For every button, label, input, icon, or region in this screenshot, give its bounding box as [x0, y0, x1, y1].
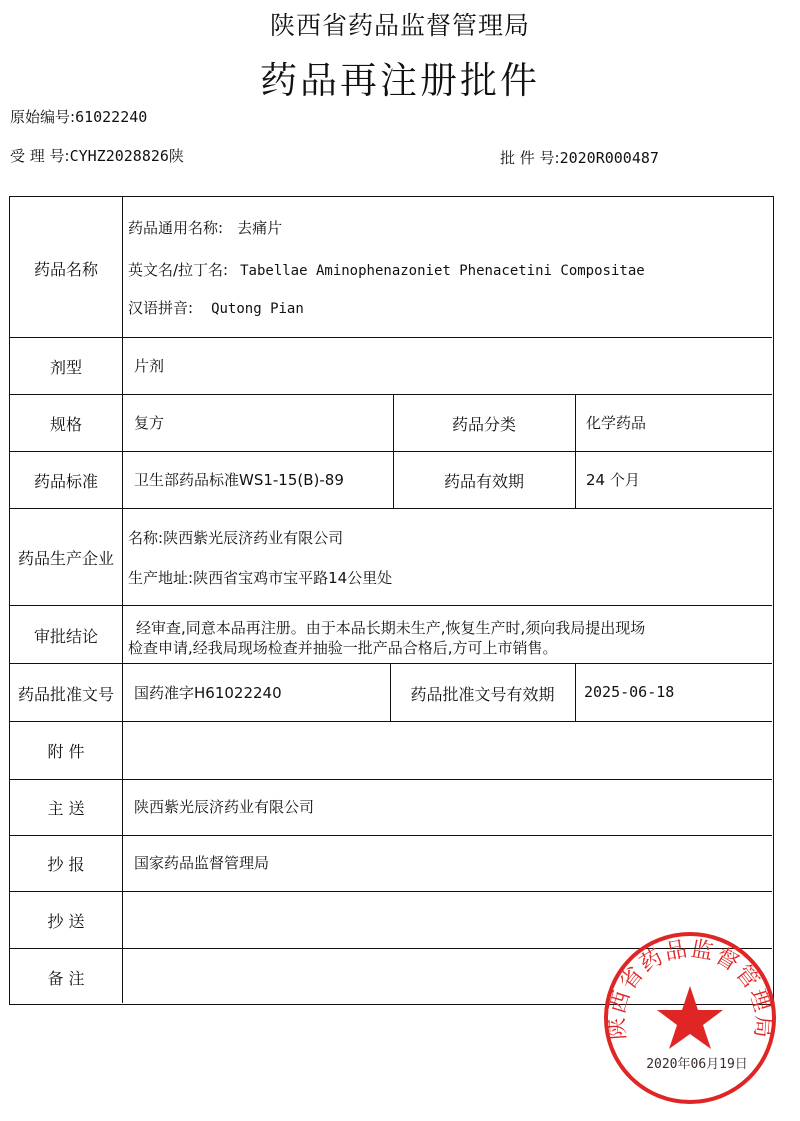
generic-name-label: 药品通用名称:: [128, 219, 224, 237]
row-divider: [10, 605, 772, 606]
approval-document-number-value: 2020R000487: [559, 149, 659, 167]
english-name-label: 英文名/拉丁名:: [128, 261, 229, 279]
row-divider: [10, 508, 772, 509]
seal-org-text: 陕西省药品监督管理局: [604, 936, 776, 1041]
approval-document-number: [500, 147, 659, 168]
row-divider: [10, 337, 772, 338]
report-to-value: 国家药品监督管理局: [134, 854, 270, 872]
document-title: 药品再注册批件: [260, 59, 540, 102]
attachment-label: 附 件: [47, 742, 85, 761]
dosage-form-value: 片剂: [134, 357, 165, 375]
main-recipient-value: 陕西紫光辰济药业有限公司: [134, 798, 315, 816]
manufacturer-address-line: [128, 567, 392, 588]
copy-to-label: 抄 送: [47, 912, 85, 931]
category-value: 化学药品: [586, 414, 647, 432]
approval-document-number-label: 批 件 号:: [500, 149, 560, 167]
approval-number-label: 药品批准文号: [17, 685, 114, 704]
original-number-value: 61022240: [75, 108, 148, 126]
english-name-line: [128, 259, 645, 280]
row-divider: [10, 663, 772, 664]
specification-value: 复方: [134, 414, 165, 432]
original-number-label: 原始编号:: [10, 108, 76, 126]
manufacturer-name-label: 名称:: [128, 529, 164, 547]
category-label: 药品分类: [451, 415, 516, 434]
pinyin-label: 汉语拼音:: [128, 299, 194, 317]
validity-label: 药品有效期: [443, 472, 524, 491]
row-divider: [10, 779, 772, 780]
manufacturer-address-label: 生产地址:: [128, 569, 194, 587]
approval-number-value: 国药准字H61022240: [134, 684, 282, 702]
validity-value: 24 个月: [586, 471, 640, 489]
seal-star-icon: [657, 986, 723, 1049]
row-divider: [10, 721, 772, 722]
standard-value: 卫生部药品标准WS1-15(B)-89: [134, 471, 344, 489]
manufacturer-name-value: 陕西紫光辰济药业有限公司: [163, 529, 344, 547]
conclusion-line-2: 检查申请,经我局现场检查并抽验一批产品合格后,方可上市销售。: [128, 639, 558, 657]
manufacturer-label: 药品生产企业: [17, 549, 114, 568]
acceptance-number-label: 受 理 号:: [10, 147, 70, 165]
seal-date: 2020年06月19日: [646, 1057, 748, 1072]
conclusion-label: 审批结论: [33, 627, 98, 646]
english-name-value: Tabellae Aminophenazoniet Phenacetini Compositae: [240, 263, 645, 279]
generic-name-line: [128, 217, 282, 238]
dosage-form-label: 剂型: [49, 358, 82, 377]
manufacturer-address-value: 陕西省宝鸡市宝平路14公里处: [193, 569, 393, 587]
column-divider: [575, 663, 576, 721]
standard-label: 药品标准: [33, 472, 98, 491]
drug-name-label: 药品名称: [33, 260, 98, 279]
main-recipient-label: 主 送: [47, 799, 85, 818]
remarks-label: 备 注: [47, 969, 85, 988]
generic-name-value: 去痛片: [237, 219, 283, 237]
official-seal: [600, 928, 780, 1108]
specification-label: 规格: [49, 415, 82, 434]
approval-validity-value: 2025-06-18: [584, 683, 675, 701]
report-to-label: 抄 报: [47, 855, 85, 874]
approval-validity-label: 药品批准文号有效期: [410, 685, 555, 704]
column-divider: [575, 394, 576, 508]
pinyin-value: Qutong Pian: [211, 301, 304, 317]
row-divider: [10, 451, 772, 452]
pinyin-name-line: [128, 297, 304, 318]
row-divider: [10, 835, 772, 836]
manufacturer-name-line: [128, 527, 343, 548]
original-number: [10, 106, 147, 127]
row-divider: [10, 891, 772, 892]
row-divider: [10, 394, 772, 395]
issuer-heading: 陕西省药品监督管理局: [269, 11, 530, 40]
approval-form-table: [9, 196, 774, 1005]
acceptance-number: [10, 145, 184, 166]
conclusion-line-1: 经审查,同意本品再注册。由于本品长期未生产,恢复生产时,须向我局提出现场: [136, 619, 646, 637]
acceptance-number-value: CYHZ2028826陕: [69, 147, 184, 165]
column-divider: [122, 197, 123, 1003]
